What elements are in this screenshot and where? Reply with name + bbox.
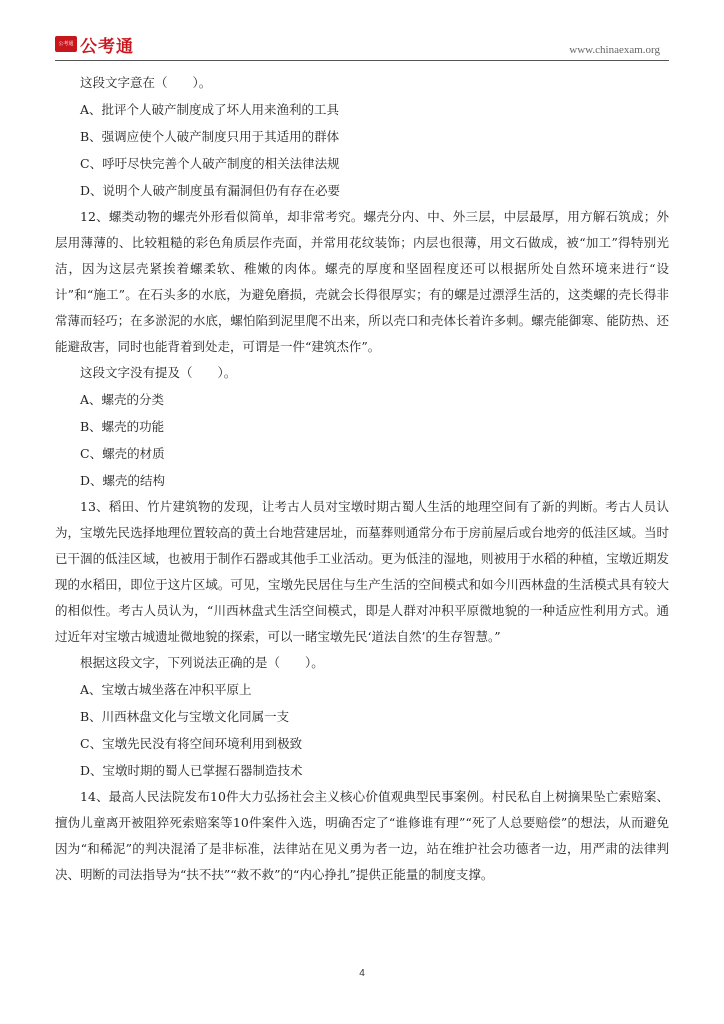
q12-stem: 这段文字没有提及（ ）。 [80, 365, 237, 380]
site-url: www.chinaexam.org [569, 44, 660, 56]
q11-option-a: A、批评个人破产制度成了坏人用来渔利的工具 [80, 102, 340, 117]
q12-option-d: D、螺壳的结构 [80, 473, 166, 488]
header-divider [55, 60, 669, 61]
q12-passage: 12、螺类动物的螺壳外形看似简单，却非常考究。螺壳分内、中、外三层，中层最厚，用方解石筑成；外层用薄薄的、比较粗糙的彩色角质层作壳面，并常用花纹装饰；内层也很薄，用文石做成，被“加工”得特别光洁，因为这层壳紧挨着螺柔软、稚嫩的肉体。螺壳的厚度和坚固程度还可以根据所处自然环境来进行“设计”和“施工”。在石头多的水底，为避免磨损，壳就会长得很厚实；有的螺是过漂浮生活的，这类螺的壳长得非常薄而轻巧；在多淤泥的水底，螺怕陷到泥里爬不出来，所以壳口和壳体长着许多刺。螺壳能御寒、能防热、还能避敌害，同时也能背着到处走，可谓是一件“建筑杰作”。 [55, 209, 669, 354]
logo-text: 公考通 [80, 37, 134, 57]
q11-stem: 这段文字意在（ ）。 [80, 75, 212, 90]
q12-option-b: B、螺壳的功能 [80, 419, 165, 434]
q12-option-c: C、螺壳的材质 [80, 446, 165, 461]
q13-stem: 根据这段文字，下列说法正确的是（ ）。 [80, 655, 324, 670]
q12-option-a: A、螺壳的分类 [80, 392, 165, 407]
q11-option-d: D、说明个人破产制度虽有漏洞但仍有存在必要 [80, 183, 341, 198]
q13-option-d: D、宝墩时期的蜀人已掌握石器制造技术 [80, 763, 303, 778]
document-body [55, 70, 669, 888]
page-header [0, 0, 724, 70]
q13-option-b: B、川西林盘文化与宝墩文化同属一支 [80, 709, 290, 724]
logo-badge: 公考通 [55, 36, 77, 52]
q13-option-a: A、宝墩古城坐落在冲积平原上 [80, 682, 252, 697]
q14-passage: 14、最高人民法院发布10件大力弘扬社会主义核心价值观典型民事案例。村民私自上树摘果坠亡索赔案、擅伪儿童离开被阻猝死索赔案等10件案件入选，明确否定了“谁修谁有理”“死了人总要赔偿”的想法，从而避免因为“和稀泥”的判决混淆了是非标准，法律站在见义勇为者一边，站在维护社会功德者一边，用严肃的法律判决、明断的司法指导为“扶不扶”“救不救”的“内心挣扎”提供正能量的制度支撑。 [55, 789, 669, 882]
q11-option-b: B、强调应使个人破产制度只用于其适用的群体 [80, 129, 340, 144]
q11-option-c: C、呼吁尽快完善个人破产制度的相关法律法规 [80, 156, 340, 171]
q13-passage: 13、稻田、竹片建筑物的发现，让考古人员对宝墩时期古蜀人生活的地理空间有了新的判断。考古人员认为，宝墩先民选择地理位置较高的黄土台地营建居址，而墓葬则通常分布于房前屋后或台地旁的低洼区域。当时已干涸的低洼区域，也被用于制作石器或其他手工业活动。更为低洼的湿地，则被用于水稻的种植，宝墩近期发现的水稻田，即位于这片区域。可见，宝墩先民居住与生产生活的空间模式和如今川西林盘的生活模式具有较大的相似性。考古人员认为，“川西林盘式生活空间模式，即是人群对冲积平原微地貌的一种适应性利用方式。通过近年对宝墩古城遗址微地貌的探索，可以一睹宝墩先民‘道法自然’的生存智慧。” [55, 499, 669, 644]
page-number: 4 [359, 968, 365, 979]
q13-option-c: C、宝墩先民没有将空间环境利用到极致 [80, 736, 303, 751]
